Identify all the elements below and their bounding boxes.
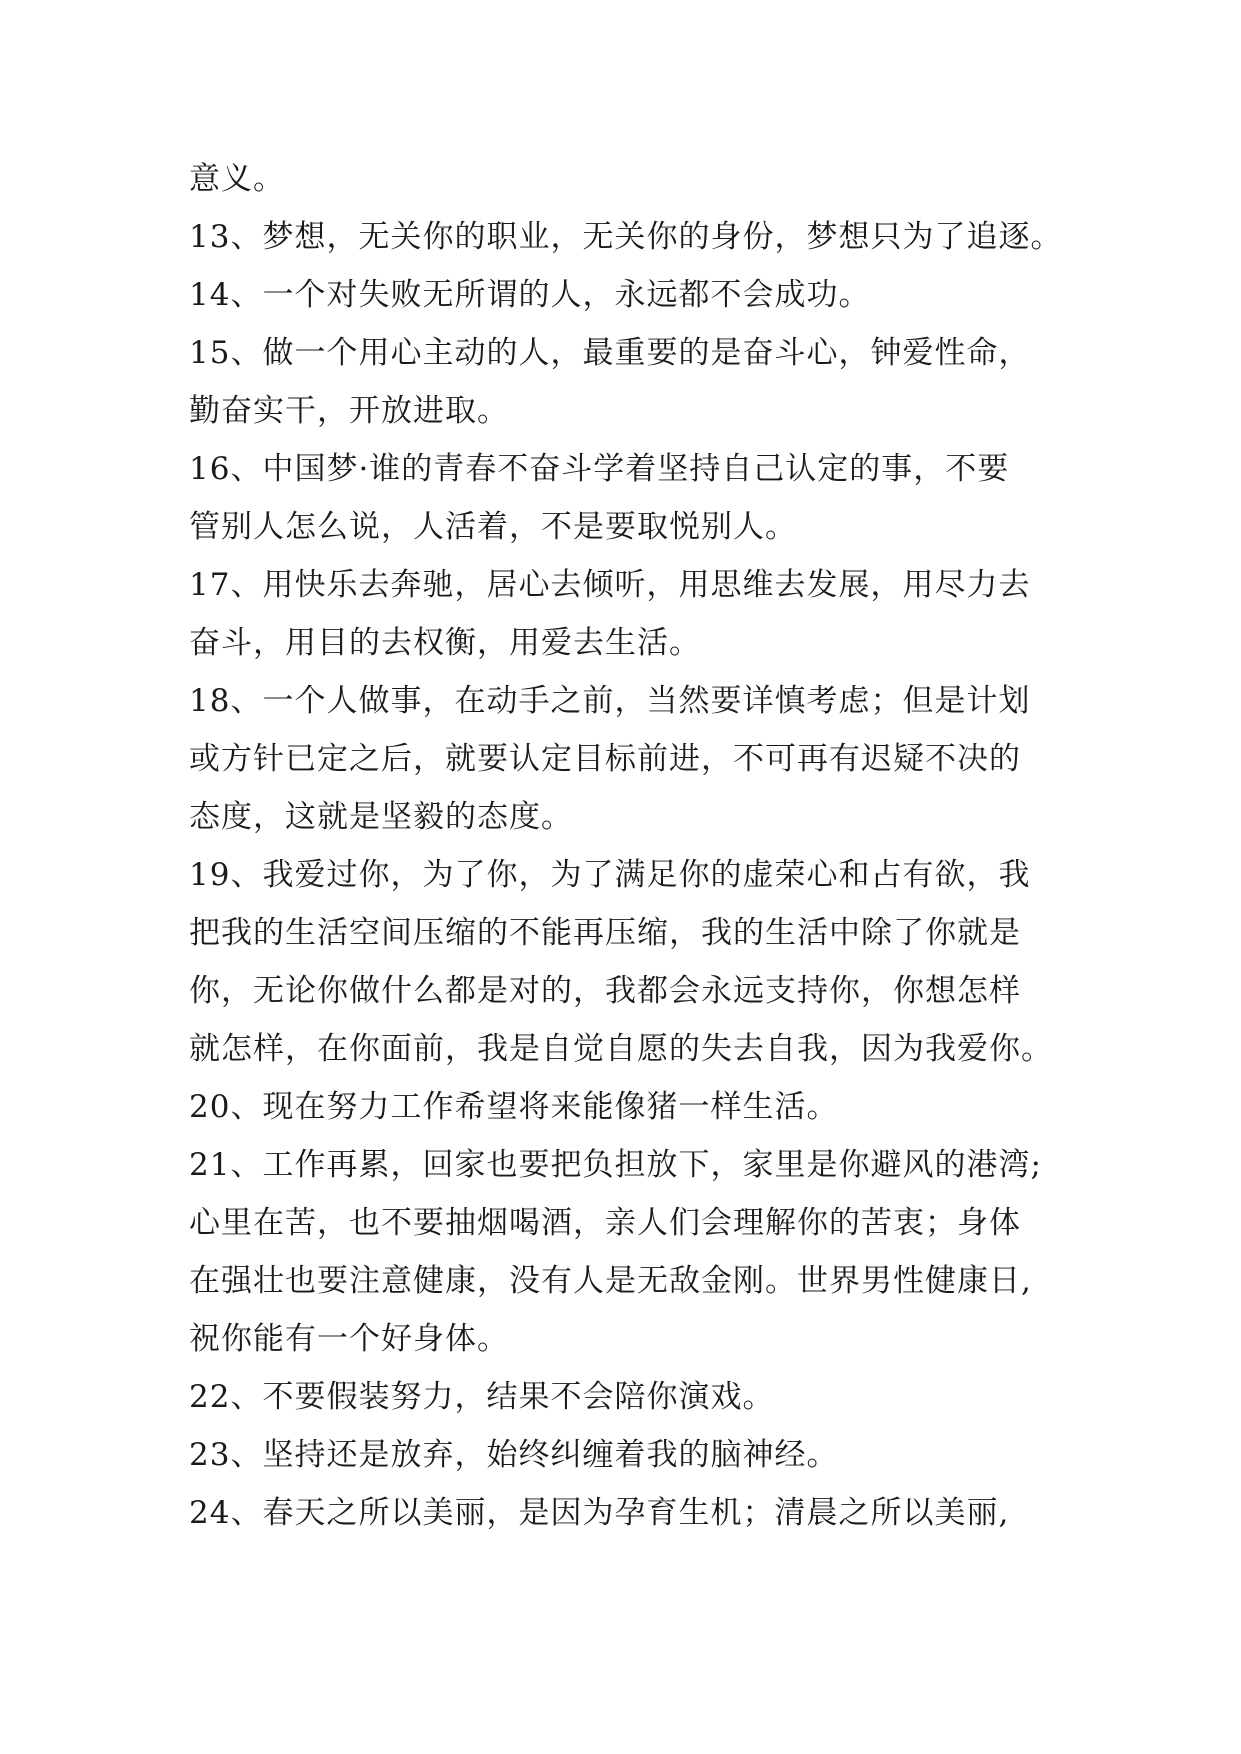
text-line: 把我的生活空间压缩的不能再压缩，我的生活中除了你就是	[189, 915, 1021, 951]
text-line: 17、用快乐去奔驰，居心去倾听，用思维去发展，用尽力去	[189, 567, 1031, 603]
text-line: 24、春天之所以美丽，是因为孕育生机；清晨之所以美丽,	[189, 1495, 1010, 1531]
text-line: 在强壮也要注意健康，没有人是无敌金刚。世界男性健康日,	[189, 1263, 1032, 1299]
text-line: 就怎样，在你面前，我是自觉自愿的失去自我，因为我爱你。	[189, 1031, 1053, 1067]
text-line: 19、我爱过你，为了你，为了满足你的虚荣心和占有欲，我	[189, 857, 1031, 893]
text-line: 祝你能有一个好身体。	[189, 1321, 509, 1357]
text-line: 意义。	[189, 161, 285, 197]
text-line: 你，无论你做什么都是对的，我都会永远支持你，你想怎样	[189, 973, 1021, 1009]
text-line: 23、坚持还是放弃，始终纠缠着我的脑神经。	[189, 1437, 839, 1473]
text-line: 13、梦想，无关你的职业，无关你的身份，梦想只为了追逐。	[189, 219, 1063, 255]
text-line: 奋斗，用目的去权衡，用爱去生活。	[189, 625, 701, 661]
text-line: 15、做一个用心主动的人，最重要的是奋斗心，钟爱性命，	[189, 335, 1031, 371]
text-line: 心里在苦，也不要抽烟喝酒，亲人们会理解你的苦衷；身体	[189, 1205, 1021, 1241]
text-line: 20、现在努力工作希望将来能像猪一样生活。	[189, 1089, 839, 1125]
text-line: 22、不要假装努力，结果不会陪你演戏。	[189, 1379, 775, 1415]
text-line: 管别人怎么说，人活着，不是要取悦别人。	[189, 509, 797, 545]
document-body	[189, 150, 1069, 1542]
text-line: 态度，这就是坚毅的态度。	[189, 799, 573, 835]
text-line: 18、一个人做事，在动手之前，当然要详慎考虑；但是计划	[189, 683, 1031, 719]
text-line: 16、中国梦·谁的青春不奋斗学着坚持自己认定的事，不要	[189, 451, 1010, 487]
text-line: 14、一个对失败无所谓的人，永远都不会成功。	[189, 277, 871, 313]
text-line: 勤奋实干，开放进取。	[189, 393, 509, 429]
text-line: 或方针已定之后，就要认定目标前进，不可再有迟疑不决的	[189, 741, 1021, 777]
text-line: 21、工作再累，回家也要把负担放下，家里是你避风的港湾;	[189, 1147, 1042, 1183]
